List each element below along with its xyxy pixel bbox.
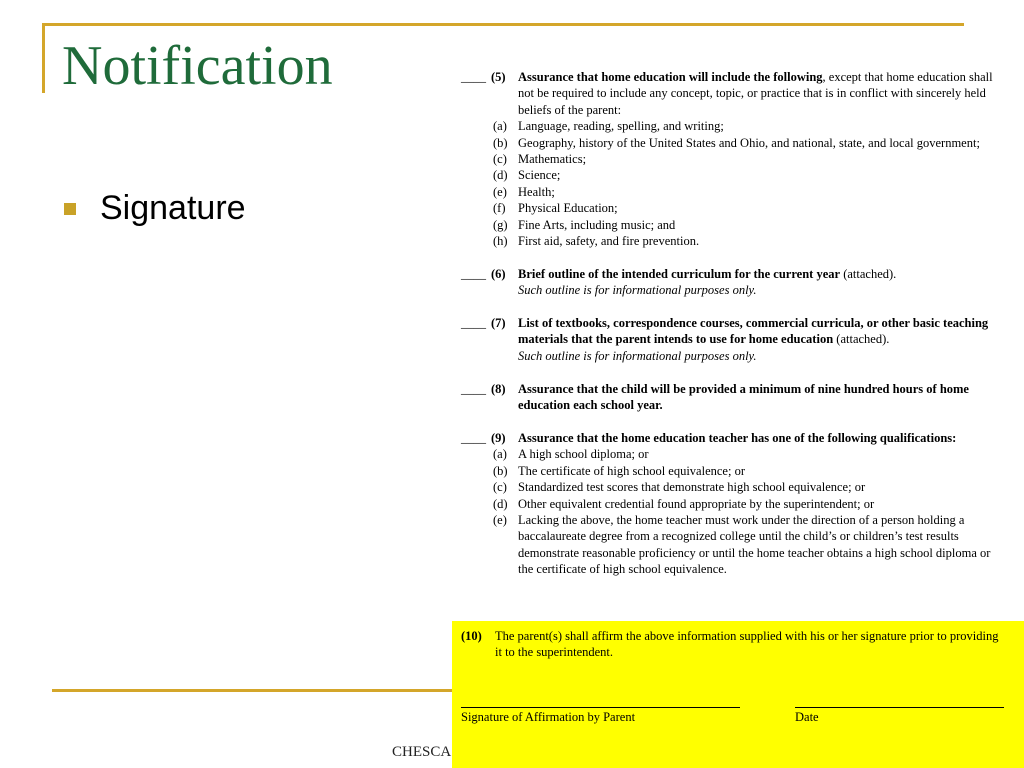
item-number: (8) <box>491 381 506 396</box>
frame-left-line <box>42 23 45 93</box>
date-label: Date <box>795 710 819 724</box>
frame-top-line <box>42 23 964 26</box>
form-item-5 <box>461 69 1001 118</box>
affirmation-highlight-box <box>452 621 1024 768</box>
bullet-item <box>64 189 246 228</box>
item-text: The parent(s) shall affirm the above information supplied with his or her signature prior to providing it to the superintendent. <box>495 629 999 660</box>
sub-item <box>461 217 1001 233</box>
item-bold-text: Brief outline of the intended curriculum for the current year <box>518 266 841 281</box>
sub-text: Language, reading, spelling, and writing; <box>518 119 724 134</box>
item-bold-text: List of textbooks, correspondence courses, commercial curricula, or other basic teaching materials that the parent intends to use for home education <box>518 316 989 347</box>
sub-letter: (a) <box>493 447 507 462</box>
sub-text: First aid, safety, and fire prevention. <box>518 234 700 249</box>
sub-text: Standardized test scores that demonstrate high school equivalence; or <box>518 480 866 495</box>
sub-item <box>461 167 1001 183</box>
sub-item <box>461 479 1001 495</box>
sub-letter: (c) <box>493 152 507 167</box>
item-bold-text: Assurance that the home education teacher has one of the following qualifications: <box>518 430 957 445</box>
form-item-6 <box>461 266 1001 299</box>
item-body <box>518 266 1001 299</box>
sub-text: A high school diploma; or <box>518 447 649 462</box>
sub-letter: (c) <box>493 480 507 495</box>
sub-text: Science; <box>518 168 561 183</box>
sub-letter: (a) <box>493 119 507 134</box>
item-text: (attached). <box>833 332 890 347</box>
sub-item <box>461 184 1001 200</box>
item-number: (5) <box>491 70 506 84</box>
sub-letter: (g) <box>493 217 508 232</box>
item-number: (6) <box>491 266 506 281</box>
item-number: (10) <box>461 629 482 643</box>
sub-text: Other equivalent credential found appropriate by the superintendent; or <box>518 496 875 511</box>
sub-text: Geography, history of the United States and Ohio, and national, state, and local government; <box>518 135 980 150</box>
form-document <box>461 69 1001 578</box>
sub-letter: (e) <box>493 512 507 527</box>
item-body <box>518 69 1001 118</box>
signature-line <box>461 707 740 708</box>
form-item-9 <box>461 430 1001 446</box>
sub-letter: (h) <box>493 234 508 249</box>
checkbox-blank: ____ <box>461 381 486 396</box>
sub-item <box>461 118 1001 134</box>
sub-letter: (d) <box>493 496 508 511</box>
item-bold-text: Assurance that the child will be provided a minimum of nine hundred hours of home education each school year. <box>518 381 969 413</box>
sub-item <box>461 151 1001 167</box>
sub-text: Mathematics; <box>518 152 587 167</box>
signature-label: Signature of Affirmation by Parent <box>461 710 636 724</box>
sub-letter: (b) <box>493 463 508 478</box>
sub-text: Lacking the above, the home teacher must work under the direction of a person holding a baccalaureate degree from a recognized college until the child’s or children’s test results demonstrate reasonable proficiency or until the home teacher obtains a high school diploma or the certificate of high school equivalence. <box>518 512 991 577</box>
sub-item <box>461 463 1001 479</box>
bullet-square-icon <box>64 203 76 215</box>
sub-text: Physical Education; <box>518 201 618 216</box>
item-body <box>518 315 1001 364</box>
checkbox-blank: ____ <box>461 316 486 331</box>
sub-item <box>461 200 1001 216</box>
item-italic-note: Such outline is for informational purposes only. <box>518 348 757 363</box>
checkbox-blank: ____ <box>461 430 486 445</box>
frame-bottom-line <box>52 689 452 692</box>
item-bold-text: Assurance that home education will include the following <box>518 70 823 84</box>
sub-letter: (b) <box>493 135 508 150</box>
sub-item <box>461 446 1001 462</box>
sub-item <box>461 496 1001 512</box>
item-number: (7) <box>491 316 506 331</box>
checkbox-blank: ____ <box>461 266 486 281</box>
form-item-8 <box>461 381 1001 414</box>
date-line <box>795 707 1004 708</box>
form-item-7 <box>461 315 1001 364</box>
item-body <box>518 430 1001 446</box>
item-body <box>518 381 1001 414</box>
sub-text: Fine Arts, including music; and <box>518 217 676 232</box>
item-text: (attached). <box>840 266 897 281</box>
form-item-10 <box>461 628 1006 661</box>
bullet-text: Signature <box>100 189 246 227</box>
checkbox-blank: ____ <box>461 70 486 84</box>
sub-letter: (d) <box>493 168 508 183</box>
sub-letter: (f) <box>493 201 506 216</box>
sub-item <box>461 512 1001 578</box>
slide-title: Notification <box>62 35 333 97</box>
sub-item <box>461 135 1001 151</box>
sub-letter: (e) <box>493 184 507 199</box>
sub-text: The certificate of high school equivalence; or <box>518 463 745 478</box>
footer-text: CHESCA <box>392 744 452 760</box>
item-italic-note: Such outline is for informational purposes only. <box>518 283 757 298</box>
item-text: , except that home education shall not be required to include any concept, topic, or practice that is in conflict with sincerely held beliefs of the parent: <box>518 70 993 117</box>
sub-item <box>461 233 1001 249</box>
item-number: (9) <box>491 430 506 445</box>
sub-text: Health; <box>518 184 555 199</box>
